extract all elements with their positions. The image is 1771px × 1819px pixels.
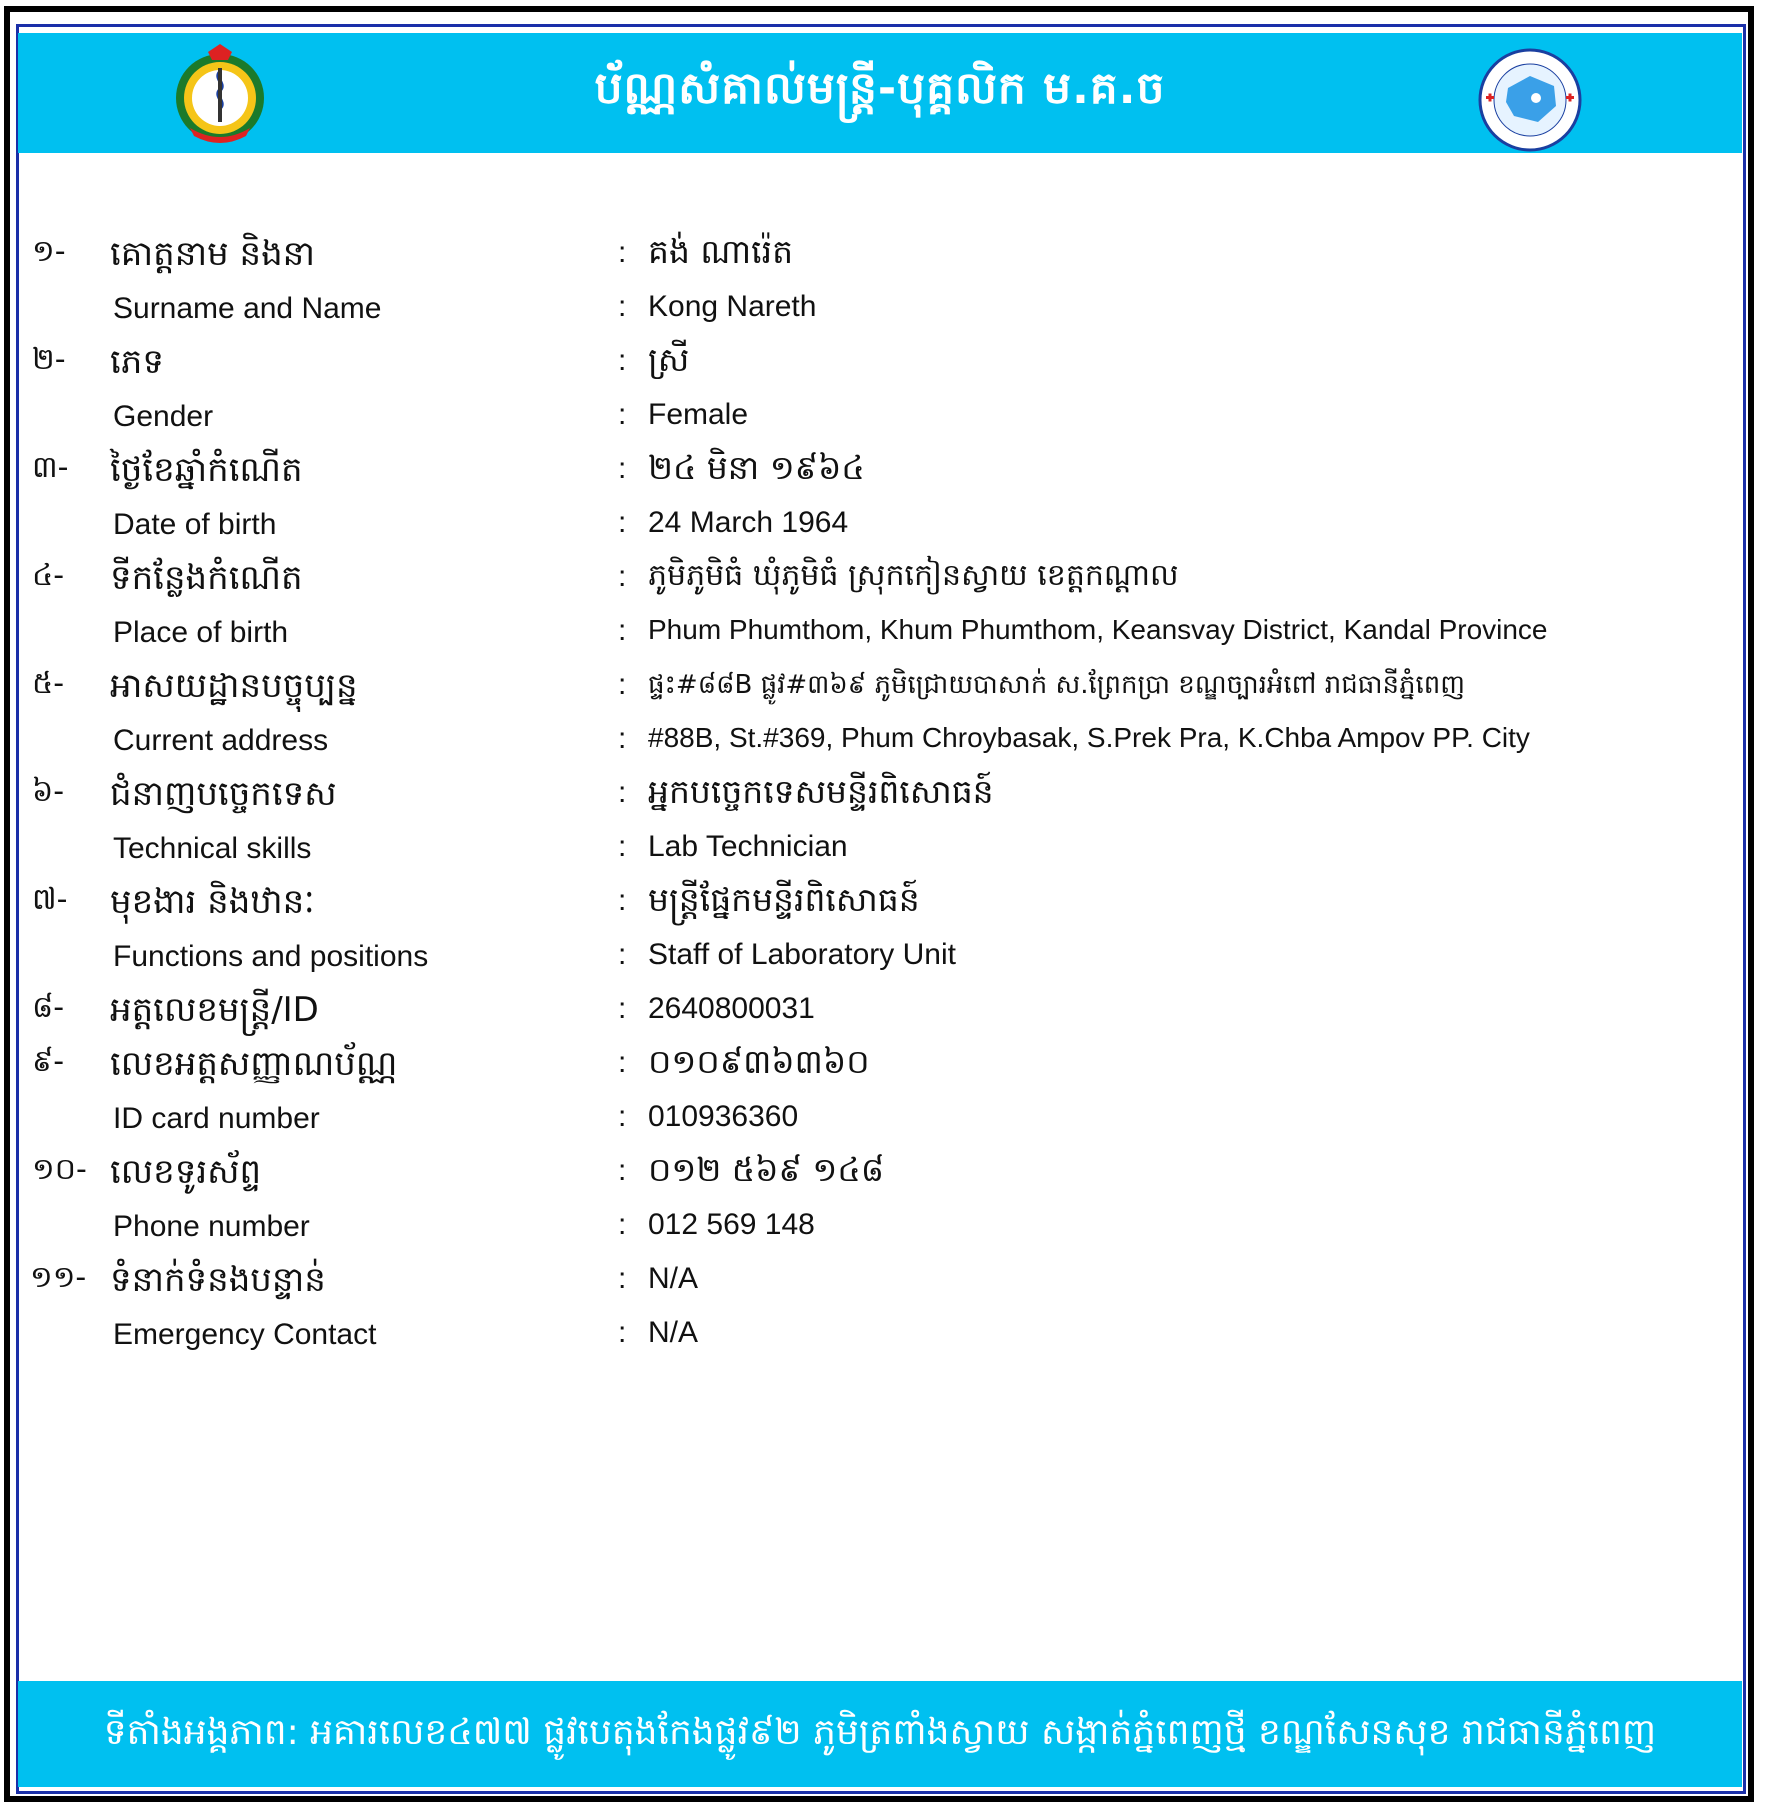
colon: : bbox=[618, 1262, 627, 1295]
colon: : bbox=[618, 1046, 627, 1079]
colon: : bbox=[618, 398, 627, 431]
colon: : bbox=[618, 560, 627, 593]
row-emergency-en bbox=[0, 1312, 1771, 1372]
field-value-en: Female bbox=[648, 398, 749, 431]
row-position-en bbox=[0, 934, 1771, 994]
colon: : bbox=[618, 290, 627, 323]
row-number: ៨- bbox=[32, 990, 65, 1025]
row-emergency-km bbox=[0, 1258, 1771, 1318]
row-dob-en bbox=[0, 502, 1771, 562]
field-label-en: Technical skills bbox=[113, 832, 312, 865]
field-value-en: 010936360 bbox=[648, 1100, 799, 1133]
colon: : bbox=[618, 830, 627, 863]
field-value-km: គង់ ណារ៉េត bbox=[648, 232, 794, 271]
field-value-en: N/A bbox=[648, 1262, 699, 1295]
row-surname-km bbox=[0, 232, 1771, 292]
colon: : bbox=[618, 614, 627, 647]
row-number: ១០- bbox=[32, 1152, 87, 1187]
field-label-en: Gender bbox=[113, 400, 214, 433]
row-skills-en bbox=[0, 826, 1771, 886]
header-title: ប័ណ្ណសំគាល់មន្ត្រី-បុគ្គលិក ម.គ.ច bbox=[594, 63, 1166, 114]
field-label-km: អាសយដ្ឋានបច្ចុប្បន្ន bbox=[110, 666, 358, 706]
field-label-km: ទំនាក់ទំនងបន្ទាន់ bbox=[110, 1260, 326, 1300]
field-value-en: Phum Phumthom, Khum Phumthom, Keansvay District, Kandal Province bbox=[648, 614, 1548, 645]
field-value-en: Staff of Laboratory Unit bbox=[648, 938, 956, 971]
field-value-km: ផ្ទះ#៨៨B ផ្លូវ#៣៦៩ ភូមិជ្រោយបាសាក់ ស.ព្រែកប្រា ខណ្ឌច្បារអំពៅ រាជធានីភ្នំពេញ bbox=[648, 670, 1465, 700]
row-number: ៣- bbox=[32, 450, 69, 485]
ministry-emblem-icon bbox=[168, 42, 272, 146]
row-surname-en bbox=[0, 286, 1771, 346]
field-value-en: Lab Technician bbox=[648, 830, 848, 863]
cnm-center-logo-icon bbox=[1478, 48, 1582, 152]
field-value-km: ០១០៩៣៦៣៦០ bbox=[648, 1042, 870, 1081]
colon: : bbox=[618, 1154, 627, 1187]
colon: : bbox=[618, 884, 627, 917]
field-value-km: ០១២ ៥៦៩ ១៤៨ bbox=[648, 1150, 885, 1189]
field-value-km: ភូមិភូមិធំ ឃុំភូមិធំ ស្រុកកៀនស្វាយ ខេត្តកណ្តាល bbox=[648, 558, 1179, 593]
colon: : bbox=[618, 938, 627, 971]
colon: : bbox=[618, 506, 627, 539]
footer-banner bbox=[18, 1681, 1742, 1787]
row-position-km bbox=[0, 880, 1771, 940]
field-value-km: ស្រី bbox=[648, 340, 690, 379]
field-value-en: 24 March 1964 bbox=[648, 506, 849, 539]
row-number: ១- bbox=[32, 234, 66, 269]
row-number: ៤- bbox=[32, 558, 65, 593]
row-phone-km bbox=[0, 1150, 1771, 1210]
footer-address: ទីតាំងអង្គភាព: អគារលេខ៤៧៧ ផ្លូវបេតុងកែងផ្លូវ៩២ ភូមិត្រពាំងស្វាយ សង្កាត់ភ្នំពេញថ្មី ខណ្ឌសែនសុខ រាជធានីភ្នំពេញ bbox=[103, 1712, 1657, 1753]
field-label-en: Phone number bbox=[113, 1210, 310, 1243]
row-number: ២- bbox=[32, 342, 66, 377]
row-idcard-km bbox=[0, 1042, 1771, 1102]
row-dob-km bbox=[0, 448, 1771, 508]
field-label-km: ទីកន្លែងកំណើត bbox=[110, 558, 303, 598]
field-value-en: 012 569 148 bbox=[648, 1208, 815, 1241]
row-birthplace-km bbox=[0, 556, 1771, 616]
field-label-km: ភេទ bbox=[110, 342, 164, 382]
field-label-en: Current address bbox=[113, 724, 329, 757]
colon: : bbox=[618, 1316, 627, 1349]
row-idcard-en bbox=[0, 1096, 1771, 1156]
row-number: ៥- bbox=[32, 666, 65, 701]
colon: : bbox=[618, 722, 627, 755]
field-label-km: គោត្តនាម និងនា bbox=[110, 234, 316, 274]
colon: : bbox=[618, 776, 627, 809]
field-label-km: ជំនាញបច្ចេកទេស bbox=[110, 774, 337, 814]
field-value-en: 2640800031 bbox=[648, 992, 815, 1025]
row-address-km bbox=[0, 664, 1771, 724]
field-label-en: Functions and positions bbox=[113, 940, 429, 973]
field-value-en: N/A bbox=[648, 1316, 699, 1349]
field-value-km: អ្នកបច្ចេកទេសមន្ទីរពិសោធន៍ bbox=[648, 772, 994, 811]
field-label-en: Emergency Contact bbox=[113, 1318, 377, 1351]
field-label-km: ថ្ងៃខែឆ្នាំកំណើត bbox=[110, 450, 303, 490]
colon: : bbox=[618, 668, 627, 701]
field-value-en: Kong Nareth bbox=[648, 290, 817, 323]
colon: : bbox=[618, 1208, 627, 1241]
colon: : bbox=[618, 992, 627, 1025]
field-label-km: លេខទូរស័ព្ទ bbox=[110, 1152, 262, 1192]
row-number: ១១- bbox=[30, 1260, 87, 1295]
row-gender-en bbox=[0, 394, 1771, 454]
row-number: ៩- bbox=[32, 1044, 65, 1079]
field-label-en: Place of birth bbox=[113, 616, 289, 649]
field-value-km: មន្ត្រីផ្នែកមន្ទីរពិសោធន៍ bbox=[648, 880, 920, 919]
row-staff-id bbox=[0, 988, 1771, 1048]
field-value-km: ២៤ មិនា ១៩៦៤ bbox=[648, 448, 865, 487]
row-skills-km bbox=[0, 772, 1771, 832]
colon: : bbox=[618, 452, 627, 485]
field-label-en: Date of birth bbox=[113, 508, 277, 541]
colon: : bbox=[618, 236, 627, 269]
field-value-en: #88B, St.#369, Phum Chroybasak, S.Prek Pra, K.Chba Ampov PP. City bbox=[648, 722, 1530, 753]
row-gender-km bbox=[0, 340, 1771, 400]
row-number: ៧- bbox=[32, 882, 68, 917]
colon: : bbox=[618, 344, 627, 377]
field-label-km: អត្តលេខមន្ត្រី/ID bbox=[110, 990, 319, 1030]
row-number: ៦- bbox=[32, 774, 65, 809]
row-phone-en bbox=[0, 1204, 1771, 1264]
field-label-km: មុខងារ និងឋានៈ bbox=[110, 882, 315, 922]
row-address-en bbox=[0, 718, 1771, 778]
row-birthplace-en bbox=[0, 610, 1771, 670]
field-label-en: Surname and Name bbox=[113, 292, 382, 325]
field-label-en: ID card number bbox=[113, 1102, 320, 1135]
colon: : bbox=[618, 1100, 627, 1133]
field-label-km: លេខអត្តសញ្ញាណប័ណ្ណ bbox=[110, 1044, 398, 1084]
